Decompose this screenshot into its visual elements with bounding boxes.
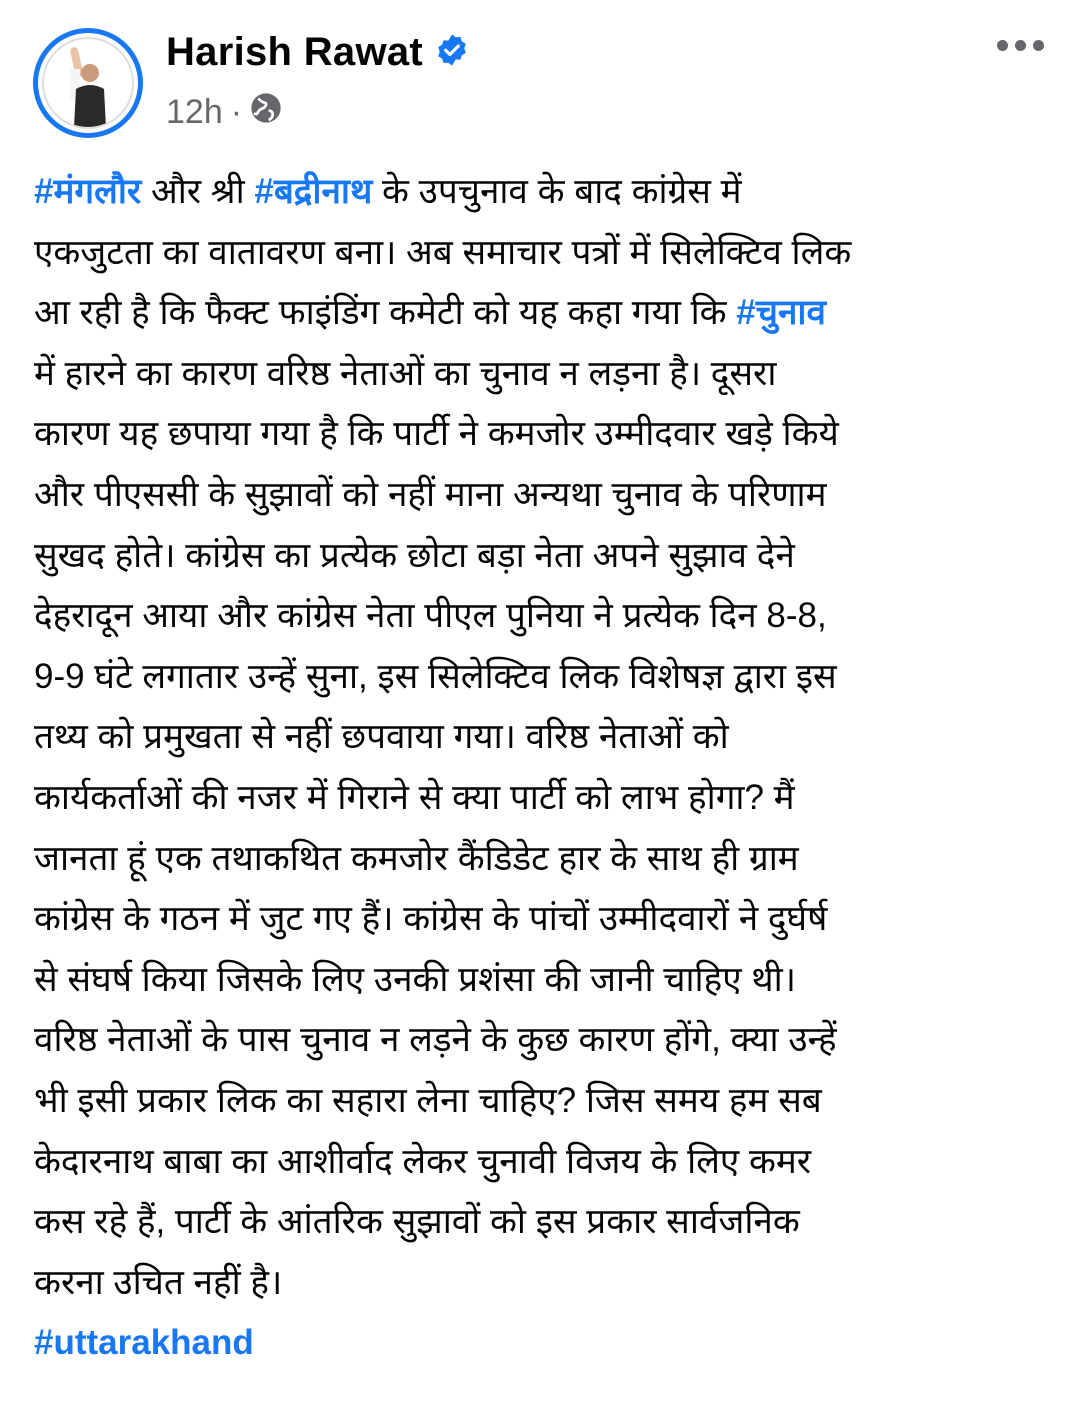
author-avatar[interactable] <box>33 28 143 138</box>
post-text-line <box>34 1132 1060 1193</box>
post-text-segment: भी इसी प्रकार लिक का सहारा लेना चाहिए? जिस समय हम सब <box>34 1080 822 1120</box>
post-text-line <box>34 223 1060 284</box>
post-text-line <box>34 950 1060 1011</box>
post-text-segment: कस रहे हैं, पार्टी के आंतरिक सुझावों को इस प्रकार सार्वजनिक <box>34 1202 800 1242</box>
post-text-line <box>34 465 1060 526</box>
verified-badge-icon <box>435 33 469 72</box>
post-text-segment: और श्री <box>141 172 255 211</box>
post-text-segment: के उपचुनाव के बाद कांग्रेस में <box>372 172 742 211</box>
post-text-line <box>34 1010 1060 1071</box>
post-text-line <box>34 404 1060 465</box>
hashtag-link[interactable]: #मंगलौर <box>34 172 142 211</box>
post-text-line <box>34 344 1060 405</box>
post-timestamp[interactable]: 12h <box>166 93 223 131</box>
post-text-segment: आ रही है कि फैक्ट फाइंडिंग कमेटी को यह कहा गया कि <box>34 293 737 333</box>
hashtag-link[interactable]: #बद्रीनाथ <box>254 172 373 211</box>
post-text-segment: सुखद होते। कांग्रेस का प्रत्येक छोटा बड़ा नेता अपने सुझाव देने <box>34 535 795 575</box>
post-text-line <box>34 586 1060 647</box>
post-text-line <box>34 889 1060 950</box>
post-text-segment: करना उचित नहीं है। <box>34 1262 283 1302</box>
post-text-segment: वरिष्ठ नेताओं के पास चुनाव न लड़ने के कुछ कारण होंगे, क्या उन्हें <box>34 1020 837 1060</box>
hashtag-link[interactable]: #चुनाव <box>736 293 826 333</box>
post-text-line <box>34 768 1060 829</box>
more-options-icon <box>997 40 1008 51</box>
post-text-segment: और पीएससी के सुझावों को नहीं माना अन्यथा चुनाव के परिणाम <box>34 474 827 514</box>
avatar-photo <box>42 37 134 129</box>
post-text-line <box>34 526 1060 587</box>
meta-separator: · <box>230 93 243 131</box>
post-text-line <box>34 829 1060 890</box>
post-text-line <box>34 1253 1060 1314</box>
post-text-line <box>34 1192 1060 1253</box>
post-text-segment: कांग्रेस के गठन में जुट गए हैं। कांग्रेस के पांचों उम्मीदवारों ने दुर्घर्ष <box>34 899 828 939</box>
globe-icon <box>250 92 282 133</box>
post-text <box>34 162 1060 1374</box>
author-name[interactable]: Harish Rawat <box>166 30 424 74</box>
post-text-segment: से संघर्ष किया जिसके लिए उनकी प्रशंसा की जानी चाहिए थी। <box>34 959 796 999</box>
post-text-line <box>34 162 1060 223</box>
post-text-segment: देहरादून आया और कांग्रेस नेता पीएल पुनिया ने प्रत्येक दिन 8-8, <box>34 596 827 636</box>
post-text-segment: कारण यह छपाया गया है कि पार्टी ने कमजोर उम्मीदवार खड़े किये <box>34 414 839 454</box>
hashtag-link[interactable]: #uttarakhand <box>34 1323 254 1363</box>
post-text-line <box>34 1071 1060 1132</box>
post-text-segment: केदारनाथ बाबा का आशीर्वाद लेकर चुनावी विजय के लिए कमर <box>34 1141 812 1181</box>
post-text-segment: 9-9 घंटे लगातार उन्हें सुना, इस सिलेक्टिव लिक विशेषज्ञ द्वारा इस <box>34 656 837 696</box>
post-text-line <box>34 647 1060 708</box>
post-text-line <box>34 1313 1060 1374</box>
post-text-segment: में हारने का कारण वरिष्ठ नेताओं का चुनाव न लड़ना है। दूसरा <box>34 353 777 393</box>
more-options-button[interactable] <box>989 32 1052 59</box>
post-text-segment: तथ्य को प्रमुखता से नहीं छपवाया गया। वरिष्ठ नेताओं को <box>34 717 729 757</box>
post-text-segment: कार्यकर्ताओं की नजर में गिराने से क्या पार्टी को लाभ होगा? मैं <box>34 777 795 817</box>
post-text-segment: जानता हूं एक तथाकथित कमजोर कैंडिडेट हार के साथ ही ग्राम <box>34 838 799 878</box>
post-text-segment: एकजुटता का वातावरण बना। अब समाचार पत्रों में सिलेक्टिव लिक <box>34 232 852 272</box>
post-text-line <box>34 283 1060 344</box>
post-text-line <box>34 707 1060 768</box>
